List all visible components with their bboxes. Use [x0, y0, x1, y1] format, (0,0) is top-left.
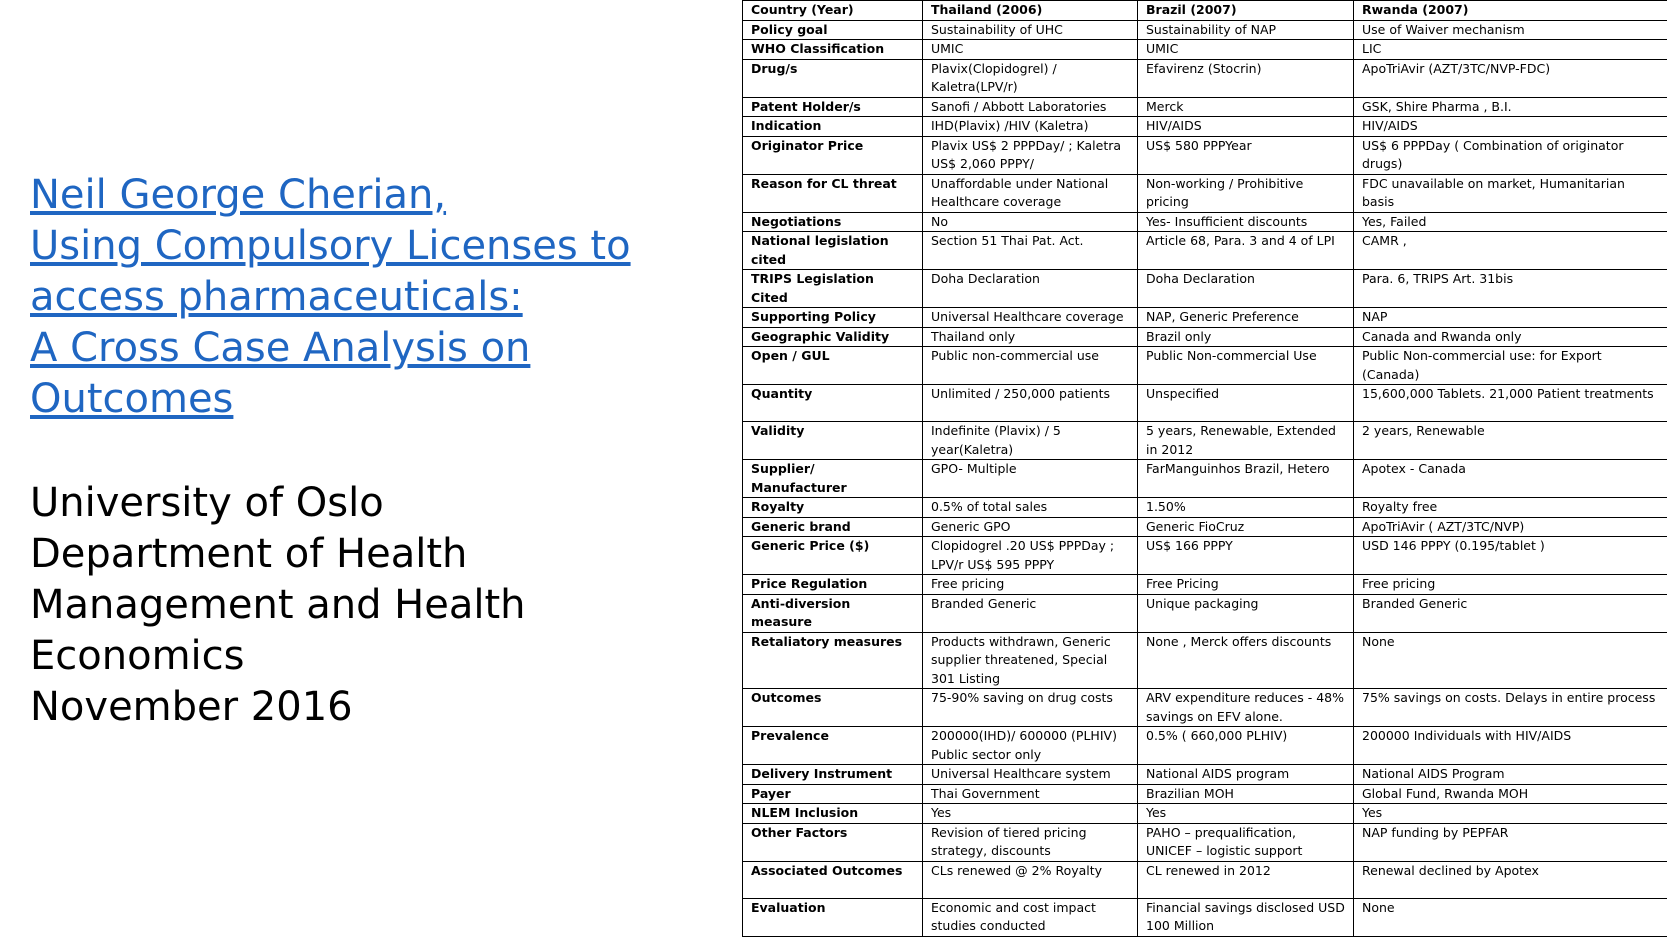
table-row [743, 59, 1667, 97]
table-cell: Merck [1138, 97, 1354, 117]
table-cell: Renewal declined by Apotex [1354, 861, 1667, 898]
title-line[interactable]: access pharmaceuticals: [30, 274, 523, 320]
table-cell: GPO- Multiple [923, 460, 1138, 498]
row-label-cell: Drug/s [743, 59, 923, 97]
table-cell: Plavix US$ 2 PPPDay/ ; Kaletra US$ 2,060 PPPY/ [923, 136, 1138, 174]
table-cell: Unaffordable under National Healthcare coverage [923, 174, 1138, 212]
table-cell: 5 years, Renewable, Extended in 2012 [1138, 422, 1354, 460]
table-cell: Universal Healthcare coverage [923, 308, 1138, 328]
table-row [743, 327, 1667, 347]
row-label-cell: Other Factors [743, 823, 923, 861]
table-row [743, 308, 1667, 328]
table-row [743, 784, 1667, 804]
table-cell: Efavirenz (Stocrin) [1138, 59, 1354, 97]
header-cell: Rwanda (2007) [1354, 1, 1667, 21]
title-line[interactable]: Outcomes [30, 376, 234, 422]
table-row [743, 823, 1667, 861]
row-label-cell: Retaliatory measures [743, 632, 923, 689]
table-cell: US$ 580 PPPYear [1138, 136, 1354, 174]
table-cell: Free Pricing [1138, 575, 1354, 595]
table-cell: Clopidogrel .20 US$ PPPDay ; LPV/r US$ 595 PPPY [923, 537, 1138, 575]
table-cell: Universal Healthcare system [923, 765, 1138, 785]
table-cell: Branded Generic [1354, 594, 1667, 632]
table-cell: US$ 6 PPPDay ( Combination of originator drugs) [1354, 136, 1667, 174]
table-cell: Sanofi / Abbott Laboratories [923, 97, 1138, 117]
row-label-cell: Open / GUL [743, 347, 923, 385]
affiliation-line: University of Oslo [30, 480, 384, 526]
table-cell: ARV expenditure reduces - 48% savings on EFV alone. [1138, 689, 1354, 727]
table-cell: Thai Government [923, 784, 1138, 804]
table-cell: 15,600,000 Tablets. 21,000 Patient treatments [1354, 385, 1667, 422]
table-cell: Plavix(Clopidogrel) / Kaletra(LPV/r) [923, 59, 1138, 97]
table-header-row [743, 1, 1667, 21]
table-cell: NAP, Generic Preference [1138, 308, 1354, 328]
table-cell: Apotex - Canada [1354, 460, 1667, 498]
table-cell: Unlimited / 250,000 patients [923, 385, 1138, 422]
table-row [743, 347, 1667, 385]
table-row [743, 232, 1667, 270]
table-cell: Unique packaging [1138, 594, 1354, 632]
row-label-cell: Price Regulation [743, 575, 923, 595]
affiliation-block [30, 478, 670, 733]
comparison-table-container [742, 0, 1667, 938]
affiliation-line: Management and Health [30, 582, 526, 628]
header-cell: Brazil (2007) [1138, 1, 1354, 21]
row-label-cell: Patent Holder/s [743, 97, 923, 117]
row-label-cell: Negotiations [743, 212, 923, 232]
table-cell: None [1354, 632, 1667, 689]
table-cell: NAP funding by PEPFAR [1354, 823, 1667, 861]
row-label-cell: Generic Price ($) [743, 537, 923, 575]
date-line: November 2016 [30, 684, 353, 730]
table-cell: Revision of tiered pricing strategy, discounts [923, 823, 1138, 861]
table-row [743, 804, 1667, 824]
table-row [743, 40, 1667, 60]
table-cell: Generic GPO [923, 517, 1138, 537]
row-label-cell: Geographic Validity [743, 327, 923, 347]
table-row [743, 861, 1667, 898]
table-cell: PAHO – prequalification, UNICEF – logistic support [1138, 823, 1354, 861]
table-cell: FDC unavailable on market, Humanitarian basis [1354, 174, 1667, 212]
table-cell: Yes, Failed [1354, 212, 1667, 232]
table-cell: 200000(IHD)/ 600000 (PLHIV) Public sector only [923, 727, 1138, 765]
affiliation-line: Economics [30, 633, 245, 679]
table-cell: HIV/AIDS [1138, 117, 1354, 137]
row-label-cell: NLEM Inclusion [743, 804, 923, 824]
row-label-cell: Generic brand [743, 517, 923, 537]
table-row [743, 97, 1667, 117]
table-row [743, 136, 1667, 174]
table-cell: Use of Waiver mechanism [1354, 20, 1667, 40]
table-cell: No [923, 212, 1138, 232]
table-cell: 75% savings on costs. Delays in entire process [1354, 689, 1667, 727]
table-cell: ApoTriAvir (AZT/3TC/NVP-FDC) [1354, 59, 1667, 97]
row-label-cell: Outcomes [743, 689, 923, 727]
table-cell: Free pricing [1354, 575, 1667, 595]
row-label-cell: National legislation cited [743, 232, 923, 270]
row-label-cell: Quantity [743, 385, 923, 422]
table-row [743, 537, 1667, 575]
row-label-cell: Originator Price [743, 136, 923, 174]
table-cell: 0.5% of total sales [923, 498, 1138, 518]
cross-case-comparison-table [742, 0, 1667, 937]
table-row [743, 575, 1667, 595]
table-cell: Public Non-commercial use: for Export (Canada) [1354, 347, 1667, 385]
table-row [743, 422, 1667, 460]
row-label-cell: Prevalence [743, 727, 923, 765]
table-cell: Yes [923, 804, 1138, 824]
table-cell: IHD(Plavix) /HIV (Kaletra) [923, 117, 1138, 137]
table-cell: ApoTriAvir ( AZT/3TC/NVP) [1354, 517, 1667, 537]
table-cell: Yes- Insufficient discounts [1138, 212, 1354, 232]
table-cell: Article 68, Para. 3 and 4 of LPI [1138, 232, 1354, 270]
table-cell: CAMR , [1354, 232, 1667, 270]
table-cell: LIC [1354, 40, 1667, 60]
table-cell: Doha Declaration [1138, 270, 1354, 308]
table-cell: 0.5% ( 660,000 PLHIV) [1138, 727, 1354, 765]
affiliation-line: Department of Health [30, 531, 468, 577]
table-cell: Yes [1354, 804, 1667, 824]
row-label-cell: Indication [743, 117, 923, 137]
table-row [743, 212, 1667, 232]
table-cell: Indefinite (Plavix) / 5 year(Kaletra) [923, 422, 1138, 460]
row-label-cell: Delivery Instrument [743, 765, 923, 785]
table-row [743, 117, 1667, 137]
table-cell: None [1354, 898, 1667, 936]
table-cell: Free pricing [923, 575, 1138, 595]
table-cell: Doha Declaration [923, 270, 1138, 308]
table-cell: Brazil only [1138, 327, 1354, 347]
presentation-title[interactable] [30, 170, 670, 425]
table-cell: Branded Generic [923, 594, 1138, 632]
table-row [743, 498, 1667, 518]
table-cell: Royalty free [1354, 498, 1667, 518]
table-cell: 200000 Individuals with HIV/AIDS [1354, 727, 1667, 765]
table-row [743, 632, 1667, 689]
table-row [743, 20, 1667, 40]
table-row [743, 174, 1667, 212]
table-cell: Financial savings disclosed USD 100 Million [1138, 898, 1354, 936]
row-label-cell: Reason for CL threat [743, 174, 923, 212]
title-line[interactable]: Neil George Cherian, [30, 172, 447, 218]
table-body [743, 20, 1667, 936]
table-cell: Section 51 Thai Pat. Act. [923, 232, 1138, 270]
table-cell: Economic and cost impact studies conducted [923, 898, 1138, 936]
title-line[interactable]: Using Compulsory Licenses to [30, 223, 631, 269]
table-cell: CL renewed in 2012 [1138, 861, 1354, 898]
table-cell: Non-working / Prohibitive pricing [1138, 174, 1354, 212]
table-cell: 75-90% saving on drug costs [923, 689, 1138, 727]
table-cell: None , Merck offers discounts [1138, 632, 1354, 689]
table-cell: Unspecified [1138, 385, 1354, 422]
row-label-cell: WHO Classification [743, 40, 923, 60]
table-row [743, 385, 1667, 422]
row-label-cell: Associated Outcomes [743, 861, 923, 898]
table-row [743, 460, 1667, 498]
table-cell: Sustainability of NAP [1138, 20, 1354, 40]
table-cell: CLs renewed @ 2% Royalty [923, 861, 1138, 898]
table-cell: UMIC [923, 40, 1138, 60]
table-row [743, 594, 1667, 632]
row-label-cell: TRIPS Legislation Cited [743, 270, 923, 308]
table-cell: NAP [1354, 308, 1667, 328]
table-cell: Yes [1138, 804, 1354, 824]
header-cell: Thailand (2006) [923, 1, 1138, 21]
table-row [743, 898, 1667, 936]
table-cell: Para. 6, TRIPS Art. 31bis [1354, 270, 1667, 308]
table-cell: Global Fund, Rwanda MOH [1354, 784, 1667, 804]
table-cell: 1.50% [1138, 498, 1354, 518]
table-cell: HIV/AIDS [1354, 117, 1667, 137]
table-row [743, 270, 1667, 308]
row-label-cell: Royalty [743, 498, 923, 518]
row-label-cell: Supporting Policy [743, 308, 923, 328]
table-row [743, 689, 1667, 727]
table-cell: Canada and Rwanda only [1354, 327, 1667, 347]
table-cell: Brazilian MOH [1138, 784, 1354, 804]
table-row [743, 765, 1667, 785]
table-cell: Public non-commercial use [923, 347, 1138, 385]
table-cell: 2 years, Renewable [1354, 422, 1667, 460]
row-label-cell: Validity [743, 422, 923, 460]
title-line[interactable]: A Cross Case Analysis on [30, 325, 531, 371]
table-cell: US$ 166 PPPY [1138, 537, 1354, 575]
table-cell: Sustainability of UHC [923, 20, 1138, 40]
row-label-cell: Payer [743, 784, 923, 804]
table-cell: Generic FioCruz [1138, 517, 1354, 537]
table-cell: Products withdrawn, Generic supplier threatened, Special 301 Listing [923, 632, 1138, 689]
table-row [743, 517, 1667, 537]
table-cell: FarManguinhos Brazil, Hetero [1138, 460, 1354, 498]
table-cell: National AIDS Program [1354, 765, 1667, 785]
table-row [743, 727, 1667, 765]
table-cell: Thailand only [923, 327, 1138, 347]
table-cell: GSK, Shire Pharma , B.I. [1354, 97, 1667, 117]
row-label-cell: Policy goal [743, 20, 923, 40]
header-cell: Country (Year) [743, 1, 923, 21]
row-label-cell: Evaluation [743, 898, 923, 936]
table-cell: National AIDS program [1138, 765, 1354, 785]
table-cell: USD 146 PPPY (0.195/tablet ) [1354, 537, 1667, 575]
table-cell: UMIC [1138, 40, 1354, 60]
row-label-cell: Supplier/ Manufacturer [743, 460, 923, 498]
row-label-cell: Anti-diversion measure [743, 594, 923, 632]
table-cell: Public Non-commercial Use [1138, 347, 1354, 385]
